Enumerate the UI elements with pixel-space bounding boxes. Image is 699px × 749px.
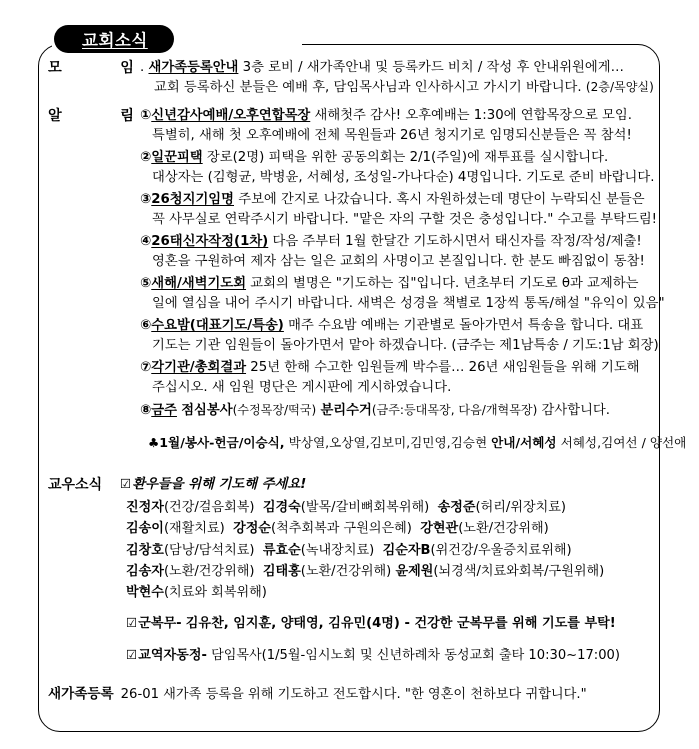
notice-item-text-1: 장로(2명) 피택을 위한 공동의회는 2/1(주일)에 재투표를 실시합니다.	[206, 150, 609, 166]
notice-item-line-2	[140, 168, 655, 188]
prayer-name-row	[126, 519, 644, 538]
moim-line-1-text: 3층 로비 / 새가족안내 및 등록카드 비치 / 작성 후 안내위원에게…	[242, 60, 624, 75]
moim-body	[140, 58, 654, 97]
notice-item-text-1: 다음 주부터 1월 한달간 기도하시면서 태신자를 작정/작성/제출!	[272, 234, 642, 250]
notice-item-text-1: 25년 한해 수고한 임원들께 박수를… 26년 새임원들을 위해 기도해	[250, 360, 640, 376]
prayer-person-name: 김경숙	[262, 500, 301, 516]
prayer-person-name: 박현수	[126, 585, 164, 601]
checkbox-icon: ☑	[126, 646, 138, 662]
clover-names: 박상열,오상열,김보미,김민영,김승현	[288, 435, 488, 451]
prayer-name-list	[48, 498, 644, 602]
fellowship-title-row	[120, 475, 306, 495]
prayer-person-name: 류효순	[262, 542, 301, 558]
moim-label-first: 모	[48, 60, 62, 76]
notice-item-number: ⑥	[140, 318, 152, 334]
notice-item-line-2	[140, 378, 644, 398]
notice-item-line-2	[140, 294, 665, 314]
prayer-person-note: (뇌경색/치료와회복/구원위해)	[433, 563, 605, 579]
notice-item-heading: 신년감사예배/오후연합목장	[151, 108, 311, 124]
allim-label-first: 알	[48, 108, 62, 125]
clover-month-label: 1월/봉사-헌금/이승식,	[159, 435, 285, 451]
fellowship-header	[48, 475, 644, 496]
fellowship-title: 환우들을 위해 기도해 주세요!	[132, 476, 307, 492]
prayer-person-note: (치료와 회복위해)	[163, 585, 267, 601]
notice-item-text-1: 교회의 별명은 "기도하는 집"입니다. 년초부터 기도로 θ과 교제하는	[250, 276, 639, 292]
prayer-person-note: (척추회복과 구원의은혜)	[271, 521, 412, 537]
prayer-person-name: 김태홍	[262, 563, 301, 579]
notice-item	[140, 148, 655, 187]
notice-item-line-1	[140, 358, 644, 378]
notice-item-text-2: 대상자는 (김형균, 박병윤, 서혜성, 조성일-가나다순) 4명입니다. 기도로 준비 바랍니다.	[152, 169, 655, 185]
notice-item-line-1	[140, 316, 644, 336]
pastor-text: 담임목사(1/5월-임시노회 및 신년하례차 동성교회 출타 10:30~17:00)	[211, 647, 620, 663]
prayer-person-name: 강현관	[420, 521, 459, 537]
notice-item-heading: 일꾼피택	[151, 150, 203, 166]
notice-item-heading: 수요밤(대표기도/특송)	[151, 318, 284, 334]
prayer-person-name: 김송이	[126, 521, 164, 537]
notice-item-number: ⑦	[140, 360, 152, 376]
prayer-name-row	[126, 562, 644, 581]
pastor-schedule-row	[48, 646, 644, 665]
prayer-person-name: 강정순	[233, 521, 272, 537]
prayer-name-row	[126, 583, 644, 602]
notice-item	[140, 316, 659, 355]
notice-item-heading: 26청지기임명	[151, 192, 234, 208]
notice-item-text-1: 매주 수요밤 예배는 기관별로 돌아가면서 특송을 합니다. 대표	[288, 318, 644, 334]
notice-item-line-2	[140, 336, 659, 356]
offering-duty-line	[48, 434, 687, 453]
notice-item	[140, 401, 644, 421]
prayer-person-name: 윤제원	[395, 563, 434, 579]
new-family-row	[48, 685, 644, 705]
fellowship-section-label	[48, 475, 120, 496]
notice-item-line-1	[140, 106, 644, 126]
gutter-label-moim	[48, 58, 140, 79]
prayer-person-note: (노환/건강위해)	[458, 521, 549, 537]
notice-item	[140, 190, 658, 229]
prayer-person-name: 김송자	[126, 563, 164, 579]
new-family-label: 새가족등록	[48, 685, 114, 702]
prayer-person-name: 진정자	[126, 500, 164, 516]
prayer-person-note: (노환/건강위해)	[300, 563, 392, 579]
moim-line-2-tail: (2층/목양실)	[585, 79, 654, 94]
notice-item	[140, 232, 644, 271]
prayer-person-note: (건강/걸음회복)	[163, 500, 255, 516]
section-title-badge	[54, 25, 174, 53]
fellowship-label-text: 교우소식	[48, 476, 103, 493]
clover-guide-names: 서혜성,김여선 / 양선애	[560, 435, 687, 451]
moim-line-2	[140, 78, 654, 98]
allim-body	[140, 106, 665, 420]
allim-label-second: 림	[120, 108, 134, 125]
notice-item-line-1	[140, 232, 644, 252]
notice-item-bold-2: 분리수거	[320, 402, 372, 418]
prayer-name-row	[126, 498, 644, 517]
notice-item-line-1	[140, 190, 644, 210]
notice-item	[140, 358, 644, 397]
new-family-text: 26-01 새가족 등록을 위해 기도하고 전도합시다. "한 영혼이 천하보다 귀합니다."	[120, 686, 587, 702]
clover-icon: ♣	[148, 435, 160, 451]
prayer-person-note: (발목/갈비뼈회복위해)	[300, 500, 430, 516]
moim-line-1	[140, 58, 644, 78]
notice-item	[140, 274, 665, 313]
notice-item-line-1	[140, 401, 644, 421]
military-label: 군복무-	[138, 616, 182, 632]
prayer-person-name: 송정준	[437, 500, 476, 516]
notice-item-number: ③	[140, 192, 152, 208]
notice-item-text-2: 특별히, 새해 첫 오후예배에 전체 목원들과 26년 청지기로 임명되신분들은 꼭 참석!	[152, 127, 632, 143]
prayer-person-note: (위건강/우울증치료위해)	[430, 542, 572, 558]
notice-item-number: ⑧	[140, 402, 152, 418]
notice-item-number: ①	[140, 108, 152, 124]
clover-guide-label: 안내/서혜성	[491, 435, 557, 451]
military-text: 김유찬, 임지훈, 양태영, 김유민(4명) - 건강한 군복무를 위해 기도를 부탁!	[185, 616, 616, 632]
moim-label-second: 임	[120, 60, 134, 76]
notice-item-heading: 각기관/총회결과	[151, 360, 247, 376]
notice-item-text-2: 기도는 기관 임원들이 돌아가면서 맡아 하겠습니다. (금주는 제1남특송 / 기도:1남 회장)	[152, 337, 659, 353]
prayer-person-name: 김창호	[126, 542, 164, 558]
notice-item-text-2: 영혼을 구원하여 제자 삼는 일은 교회의 사명이고 본질입니다. 한 분도 빠짐없이 동참!	[152, 253, 645, 269]
military-service-row	[48, 614, 644, 633]
notice-block-moim	[48, 58, 654, 97]
notice-item-text-1: 주보에 간지로 나갔습니다. 혹시 자원하셨는데 명단이 누락되신 분들은	[238, 192, 645, 208]
notice-item-text-1: 새해첫주 감사! 오후예배는 1:30에 연합목장으로 모임.	[314, 108, 632, 124]
notice-block-allim	[48, 106, 665, 420]
notice-item-heading: 금주	[151, 402, 177, 418]
notice-item-bold-1: 점심봉사	[181, 402, 233, 418]
notice-item-tail: 감사합니다.	[541, 402, 610, 418]
notice-item-text-2: 주십시오. 새 임원 명단은 게시판에 게시하였습니다.	[152, 379, 452, 395]
moim-line-2-text: 교회 등록하신 분들은 예배 후, 담임목사님과 인사하시고 가시기 바랍니다.	[154, 79, 582, 95]
notice-item-number: ④	[140, 234, 152, 250]
notice-item-number: ②	[140, 150, 152, 166]
fellowship-section	[48, 475, 644, 665]
notice-item-number: ⑤	[140, 276, 152, 292]
notice-item-line-2	[140, 126, 644, 146]
prayer-person-note: (허리/위장치료)	[475, 500, 567, 516]
gutter-label-allim	[48, 106, 140, 127]
notice-item-text-2: 일에 열심을 내어 주시기 바랍니다. 새벽은 성경을 책별로 1장씩 통독/해설 "유익이 있음"	[152, 295, 665, 311]
section-title-text: 교회소식	[82, 31, 148, 50]
checkbox-icon: ☑	[120, 475, 132, 491]
notice-item-small-1: (수정목장/떡국)	[232, 402, 317, 417]
prayer-name-row	[126, 541, 644, 560]
notice-item-small-2: (금주:등대목장, 다음/개혁목장)	[371, 402, 538, 417]
prayer-person-note: (재활치료)	[163, 521, 225, 537]
pastor-label: 교역자동정-	[138, 647, 207, 663]
bulletin-content	[40, 58, 687, 705]
notice-item-line-2	[140, 210, 658, 230]
moim-dot: .	[140, 60, 145, 75]
prayer-person-name: 김순자B	[382, 542, 431, 558]
prayer-person-note: (노환/건강위해)	[163, 563, 255, 579]
prayer-person-note: (녹내장치료)	[300, 542, 375, 558]
notice-item-line-2	[140, 252, 644, 272]
moim-heading: 새가족등록안내	[148, 60, 239, 75]
notice-item-heading: 26태신자작정(1차)	[151, 234, 269, 250]
notice-item-heading: 새해/새벽기도회	[151, 276, 247, 292]
notice-item	[140, 106, 644, 145]
notice-item-line-1	[140, 148, 644, 168]
prayer-person-note: (담낭/담석치료)	[163, 542, 255, 558]
notice-item-line-1	[140, 274, 644, 294]
notice-item-text-2: 꼭 사무실로 연락주시기 바랍니다. "맡은 자의 구할 것은 충성입니다." 수고를 부탁드림!	[152, 211, 658, 227]
checkbox-icon: ☑	[126, 615, 138, 631]
